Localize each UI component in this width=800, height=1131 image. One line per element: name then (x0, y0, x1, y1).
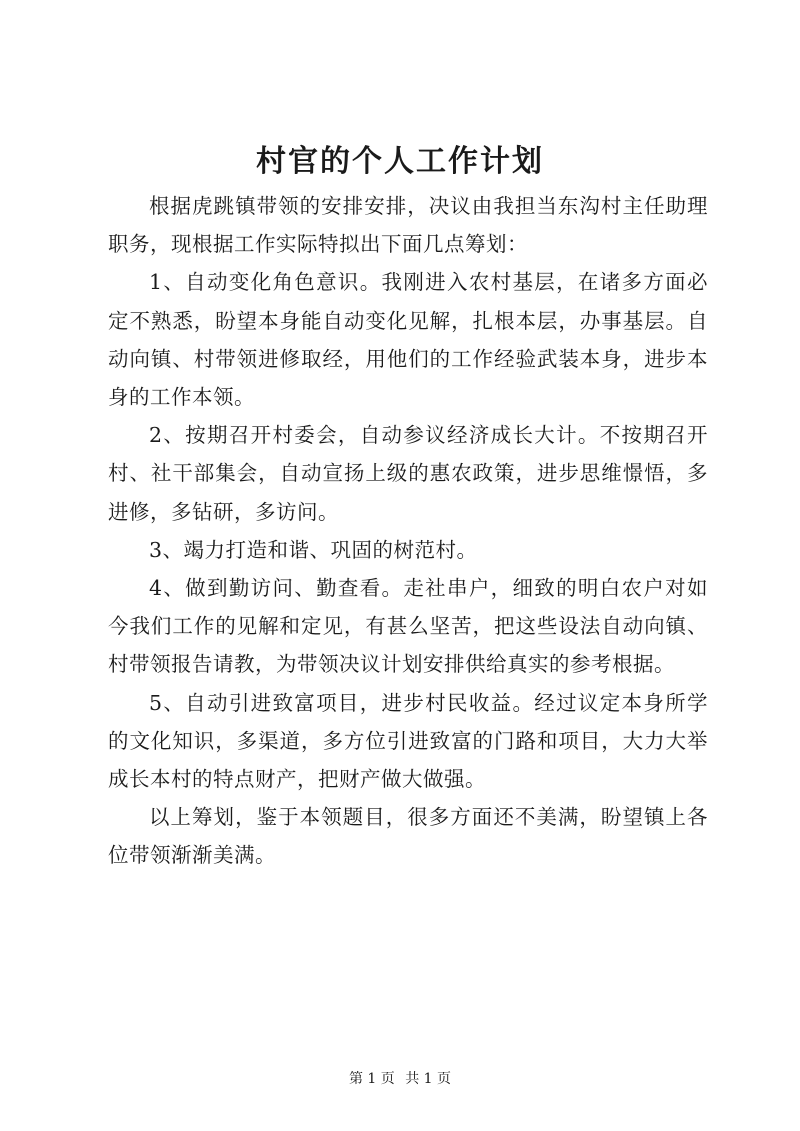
page-total: 共 1 页 (405, 1071, 452, 1087)
paragraph-item-3: 3、竭力打造和谐、巩固的树范村。 (149, 537, 478, 562)
paragraph-conclusion: 以上筹划，鉴于本领题目，很多方面还不美满，盼望镇上各位带领渐渐美满。 (108, 805, 708, 868)
paragraph-item-1: 1、自动变化角色意识。我刚进入农村基层，在诸多方面必定不熟悉，盼望本身能自动变化见解，扎根本层，办事基层。自动向镇、村带领进修取经，用他们的工作经验武装本身，进步本身的工作本领。 (108, 270, 708, 410)
document-title: 村官的个人工作计划 (256, 144, 544, 179)
paragraph-item-2: 2、按期召开村委会，自动参议经济成长大计。不按期召开村、社干部集会，自动宣扬上级的惠农政策，进步思维憬悟，多进修，多钻研，多访问。 (108, 423, 708, 524)
page-number: 第 1 页 (348, 1071, 395, 1087)
paragraph-item-5: 5、自动引进致富项目，进步村民收益。经过议定本身所学的文化知识，多渠道，多方位引进致富的门路和项目，大力大举成长本村的特点财产，把财产做大做强。 (108, 690, 708, 792)
document-body (108, 187, 708, 875)
paragraph-intro: 根据虎跳镇带领的安排安排，决议由我担当东沟村主任助理职务，现根据工作实际特拟出下面几点筹划： (108, 194, 708, 257)
paragraph-item-4: 4、做到勤访问、勤查看。走社串户，细致的明白农户对如今我们工作的见解和定见，有甚么坚苦，把这些设法自动向镇、村带领报告请教，为带领决议计划安排供给真实的参考根据。 (108, 576, 708, 677)
page-footer (0, 1069, 800, 1089)
